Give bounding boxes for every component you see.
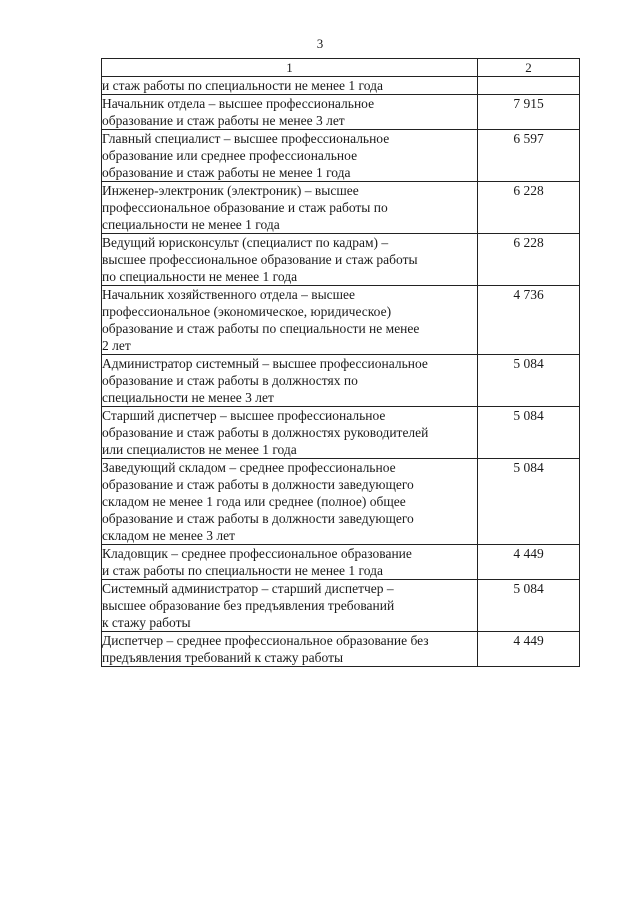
- table-row: [102, 286, 580, 355]
- page-number: 3: [316, 36, 324, 51]
- column-header-2: 2: [478, 59, 580, 77]
- table-header-row: [102, 59, 580, 77]
- salary-cell: 6 228: [478, 234, 580, 286]
- table-row: [102, 355, 580, 407]
- position-cell: Диспетчер – среднее профессиональное образование без предъявления требований к стажу работы: [102, 632, 478, 667]
- column-header-1: 1: [102, 59, 478, 77]
- salary-cell: 6 228: [478, 182, 580, 234]
- table-row: [102, 632, 580, 667]
- table-row: [102, 182, 580, 234]
- position-cell: Главный специалист – высшее профессиональное образование или среднее профессиональное образование и стаж работы не менее 1 года: [102, 130, 478, 182]
- table-row: [102, 95, 580, 130]
- table-row: [102, 234, 580, 286]
- position-cell: Заведующий складом – среднее профессиональное образование и стаж работы в должности заведующего складом не менее 1 года или среднее (полное) общее образование и стаж работы в должности заведующего складом не менее 3 лет: [102, 459, 478, 545]
- position-cell: Кладовщик – среднее профессиональное образование и стаж работы по специальности не менее 1 года: [102, 545, 478, 580]
- position-cell: Инженер-электроник (электроник) – высшее профессиональное образование и стаж работы по специальности не менее 1 года: [102, 182, 478, 234]
- salary-cell: 5 084: [478, 355, 580, 407]
- salary-cell: [478, 77, 580, 95]
- salary-cell: 5 084: [478, 459, 580, 545]
- table-row: [102, 459, 580, 545]
- position-cell: Начальник хозяйственного отдела – высшее профессиональное (экономическое, юридическое) образование и стаж работы по специальности не менее 2 лет: [102, 286, 478, 355]
- table-row: [102, 545, 580, 580]
- position-cell: Ведущий юрисконсульт (специалист по кадрам) – высшее профессиональное образование и стаж работы по специальности не менее 1 года: [102, 234, 478, 286]
- salary-cell: 4 449: [478, 545, 580, 580]
- table-row: [102, 77, 580, 95]
- salary-table: [101, 58, 580, 667]
- position-cell: Системный администратор – старший диспетчер – высшее образование без предъявления требований к стажу работы: [102, 580, 478, 632]
- salary-cell: 4 449: [478, 632, 580, 667]
- salary-cell: 5 084: [478, 580, 580, 632]
- salary-cell: 4 736: [478, 286, 580, 355]
- position-cell: и стаж работы по специальности не менее 1 года: [102, 77, 478, 95]
- table-row: [102, 407, 580, 459]
- position-cell: Начальник отдела – высшее профессиональное образование и стаж работы не менее 3 лет: [102, 95, 478, 130]
- table-row: [102, 130, 580, 182]
- salary-cell: 7 915: [478, 95, 580, 130]
- position-cell: Администратор системный – высшее профессиональное образование и стаж работы в должностях по специальности не менее 3 лет: [102, 355, 478, 407]
- salary-cell: 5 084: [478, 407, 580, 459]
- salary-cell: 6 597: [478, 130, 580, 182]
- position-cell: Старший диспетчер – высшее профессиональное образование и стаж работы в должностях руководителей или специалистов не менее 1 года: [102, 407, 478, 459]
- table-row: [102, 580, 580, 632]
